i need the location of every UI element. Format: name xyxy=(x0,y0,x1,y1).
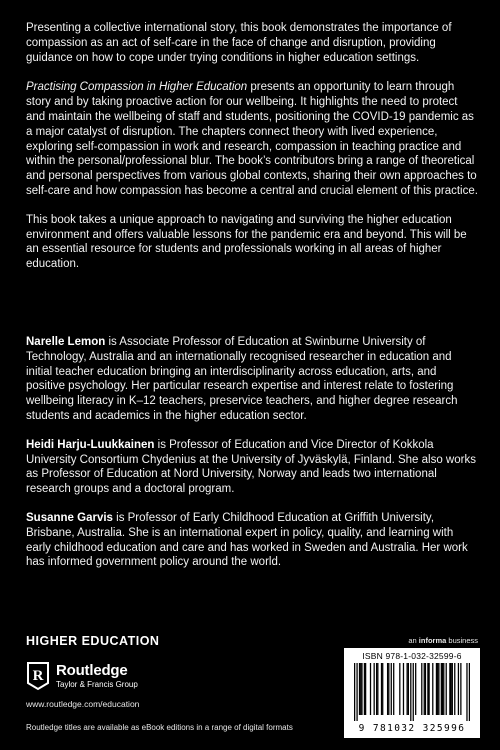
barcode-bar xyxy=(460,663,461,715)
bio-1-text: is Associate Professor of Education at Swinburne University of Technology, Australia and an internationally recognised researcher in education and initial teacher education bringing an interdisciplinarity across education, arts, and positive psychology. Her particular research expertise and interest relate to fostering wellbeing literacy in K–12 teachers, preservice teachers, and higher degree research students and academics in the higher education sector. xyxy=(26,336,458,422)
barcode-bar xyxy=(374,663,375,715)
book-description xyxy=(26,21,478,287)
bio-3 xyxy=(26,511,478,570)
barcode-bar xyxy=(413,663,414,721)
description-paragraph-3: This book takes a unique approach to navigating and surviving the higher education environment and offers valuable lessons for the pandemic era and beyond. This will be an essential resource for students and professionals working in all areas of higher education. xyxy=(26,213,467,271)
barcode-bar xyxy=(438,663,439,715)
ebook-note: Routledge titles are available as eBook editions in a range of digital formats xyxy=(26,723,293,732)
barcode-bar xyxy=(365,663,366,715)
barcode-bar xyxy=(403,663,404,715)
barcode-bar xyxy=(359,663,360,715)
barcode-bar xyxy=(360,663,361,715)
publisher-logo xyxy=(26,661,226,695)
barcode-graphic-icon xyxy=(354,663,470,721)
barcode-bar xyxy=(354,663,355,721)
barcode-bar xyxy=(421,663,422,715)
barcode-bar xyxy=(381,663,382,715)
informa-business-label xyxy=(408,636,478,645)
barcode-bar xyxy=(424,663,425,715)
publisher-name: Routledge xyxy=(56,662,128,679)
bio-3-name: Susanne Garvis xyxy=(26,511,113,524)
isbn-number: ISBN 978-1-032-32599-6 xyxy=(362,651,462,661)
barcode-bar xyxy=(428,663,429,715)
barcode-bar xyxy=(387,663,388,715)
book-title-italic: Practising Compassion in Higher Education xyxy=(26,81,248,94)
bio-1-name: Narelle Lemon xyxy=(26,336,106,348)
barcode-bar xyxy=(356,663,357,721)
barcode-digits: 9 781032 325996 xyxy=(358,723,466,734)
bio-1 xyxy=(26,335,478,424)
barcode-bar xyxy=(391,663,392,715)
barcode-bar xyxy=(410,663,411,721)
barcode-bar xyxy=(446,663,447,715)
informa-brand: informa xyxy=(418,636,447,645)
barcode-bar xyxy=(452,663,453,715)
barcode-bar xyxy=(466,663,467,721)
subject-category: HIGHER EDUCATION xyxy=(26,634,160,648)
barcode-bar xyxy=(377,663,378,715)
bio-2-text: is Professor of Education and Vice Director of Kokkola University Consortium Chydenius at the University of Jyväskylä, Finland. She also works as Professor of Education at Nord University, Norway and leads two international research groups and a doctoral program. xyxy=(26,438,476,496)
barcode-bar xyxy=(425,663,426,715)
barcode-bar xyxy=(399,663,400,715)
isbn-barcode xyxy=(344,648,480,738)
barcode-bar xyxy=(442,663,443,715)
description-paragraph-2-text: presents an opportunity to learn through story and by taking proactive action for our wellbeing. It highlights the need to protect and maintain the wellbeing of staff and students, positioning the COVID-19 pandemic as a major catalyst of disruption. The chapters connect theory with lived experience, exploring self-compassion in work and research, compassion in teaching practice and within the personal/professional blur. The book’s contributors bring a range of theoretical and personal perspectives from various global contexts, sharing their own approaches to self-care and how compassion has become a central and crucial element of this practice. xyxy=(26,81,478,197)
barcode-bar xyxy=(393,663,394,715)
barcode-bar xyxy=(458,663,459,715)
barcode-bar xyxy=(361,663,362,715)
barcode-bar xyxy=(407,663,408,715)
barcode-bar xyxy=(376,663,377,715)
barcode-bar xyxy=(382,663,383,715)
bio-3-text: is Professor of Early Childhood Education at Griffith University, Brisbane, Australia. She is an international expert in policy, quality, and learning with early childhood education and care and has worked in Sweden and Australia. Her work has informed government policy around the world. xyxy=(26,511,468,569)
publisher-url[interactable]: www.routledge.com/education xyxy=(26,699,140,709)
barcode-bar xyxy=(415,663,416,715)
barcode-bar xyxy=(364,663,365,715)
bio-2 xyxy=(26,438,478,497)
bio-2-name: Heidi Harju-Luukkainen xyxy=(26,438,155,451)
barcode-bar xyxy=(436,663,437,715)
barcode-bar xyxy=(437,663,438,715)
barcode-bar xyxy=(388,663,389,715)
barcode-bar xyxy=(449,663,450,715)
barcode-bar xyxy=(469,663,470,721)
barcode-bar xyxy=(443,663,444,715)
logo-letter: R xyxy=(32,668,44,684)
informa-prefix: an xyxy=(408,636,419,645)
description-paragraph-1: Presenting a collective international story, this book demonstrates the importance of compassion as an act of self-care in the face of change and disruption, providing guidance on how to cope under trying conditions in higher education settings. xyxy=(26,22,452,64)
editor-bios xyxy=(26,335,478,584)
barcode-bar xyxy=(441,663,442,715)
barcode-bar xyxy=(432,663,433,715)
barcode-bar xyxy=(427,663,428,715)
description-paragraph-2 xyxy=(26,80,478,198)
barcode-bar xyxy=(408,663,409,715)
informa-suffix: business xyxy=(446,636,478,645)
barcode-bar xyxy=(450,663,451,715)
routledge-logo-icon xyxy=(26,661,50,691)
barcode-bar xyxy=(370,663,371,715)
publisher-group: Taylor & Francis Group xyxy=(56,680,138,689)
barcode-bar xyxy=(454,663,455,715)
